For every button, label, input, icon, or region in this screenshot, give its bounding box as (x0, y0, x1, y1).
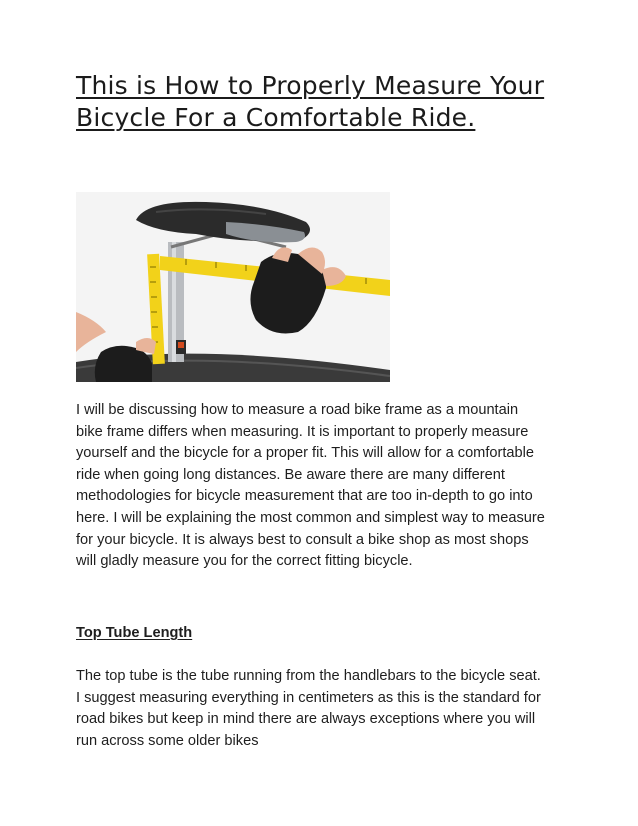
bike-measuring-photo (76, 192, 390, 382)
intro-paragraph: I will be discussing how to measure a road bike frame as a mountain bike frame differs when measuring. It is important to properly measure yourself and the bicycle for a proper fit. This will allow for a comfortable ride when going long distances. Be aware there are many different methodologies for bicycle measurement that are too in-depth to go into here. I will be explaining the most common and simplest way to measure for your bicycle. It is always best to consult a bike shop as most shops will gladly measure you for the correct fitting bicycle. (76, 402, 545, 570)
top-tube-paragraph: The top tube is the tube running from the handlebars to the bicycle seat. I suggest measuring everything in centimeters as this is the standard for road bikes but keep in mind there are always exceptions where you will run across some older bikes (76, 668, 541, 749)
document-title: This is How to Properly Measure Your Bicycle For a Comfortable Ride. (76, 71, 545, 132)
section-heading-top-tube-length: Top Tube Length (76, 625, 193, 641)
